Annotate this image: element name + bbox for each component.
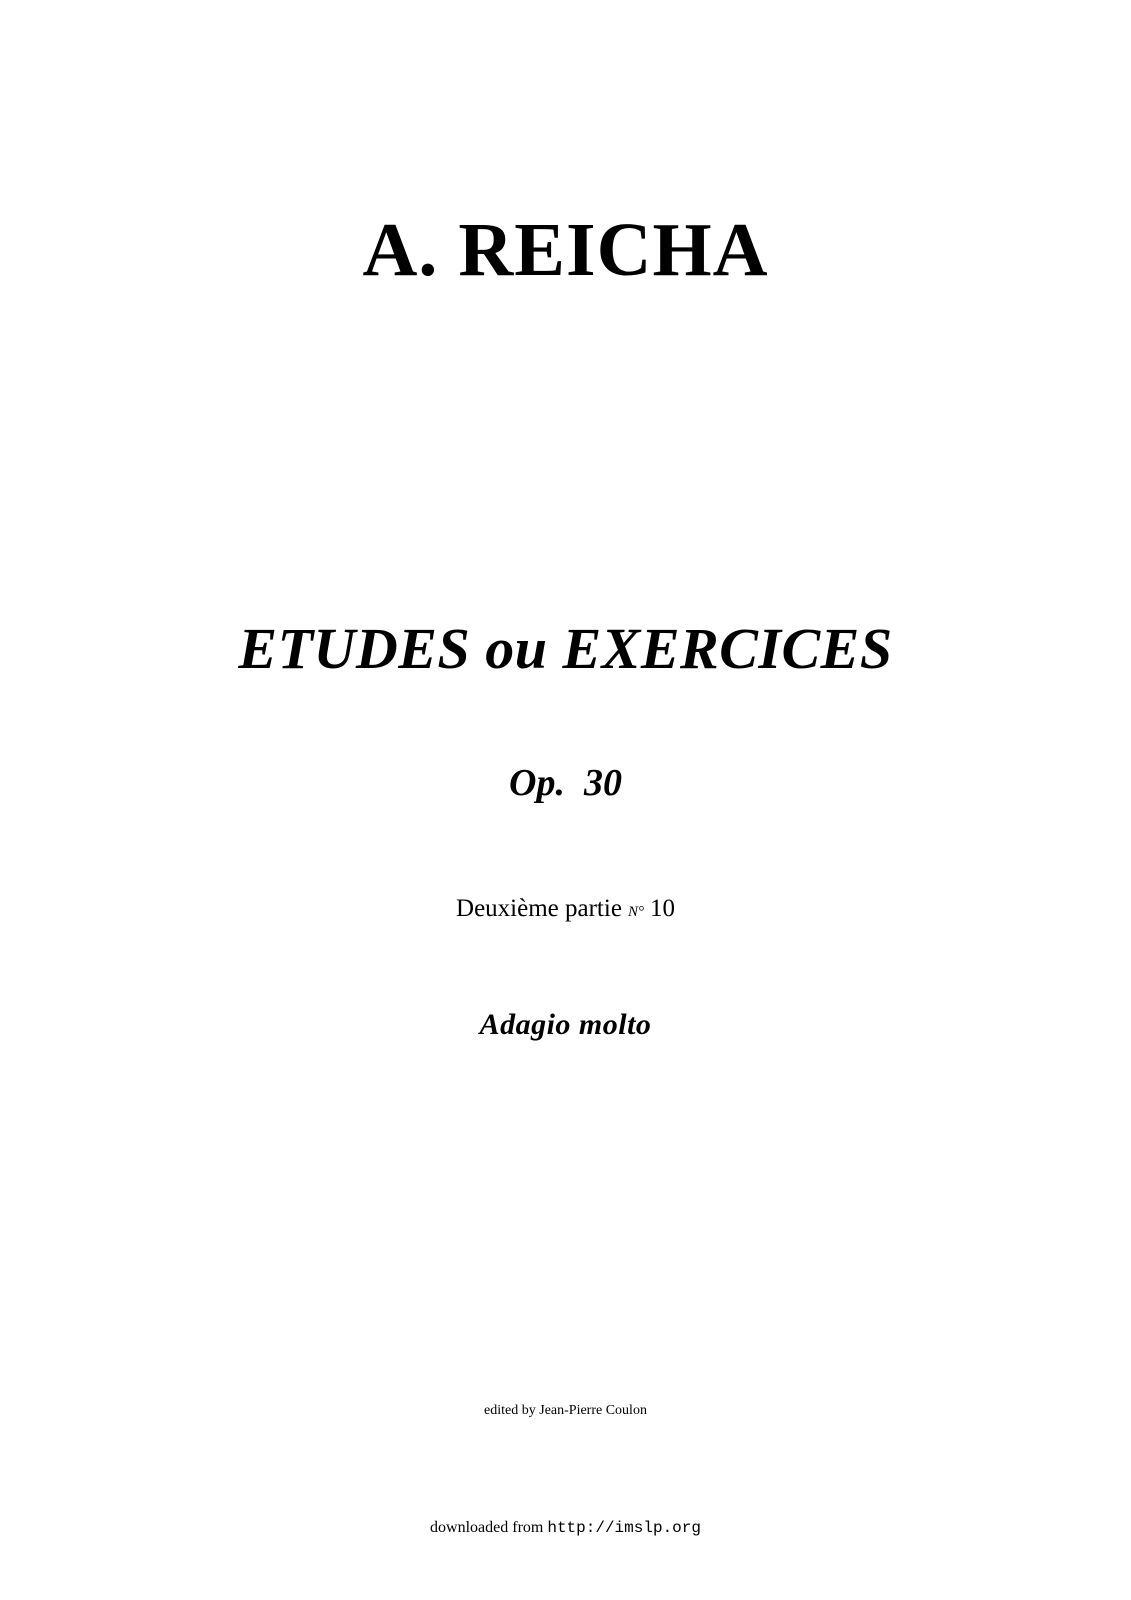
composer-name: A. REICHA bbox=[362, 208, 769, 292]
download-prefix: downloaded from bbox=[430, 1519, 544, 1536]
part-line bbox=[0, 896, 1131, 921]
work-title: ETUDES ou EXERCICES bbox=[238, 616, 893, 681]
download-credit bbox=[0, 1520, 1131, 1536]
number-sign: N° bbox=[627, 904, 644, 920]
part-number: 10 bbox=[649, 895, 675, 922]
opus-number: Op. 30 bbox=[509, 762, 622, 804]
editor-credit: edited by Jean-Pierre Coulon bbox=[484, 1403, 647, 1418]
tempo-marking: Adagio molto bbox=[479, 1008, 652, 1041]
download-link[interactable]: http://imslp.org bbox=[547, 1519, 701, 1537]
part-label: Deuxième partie bbox=[456, 895, 622, 922]
